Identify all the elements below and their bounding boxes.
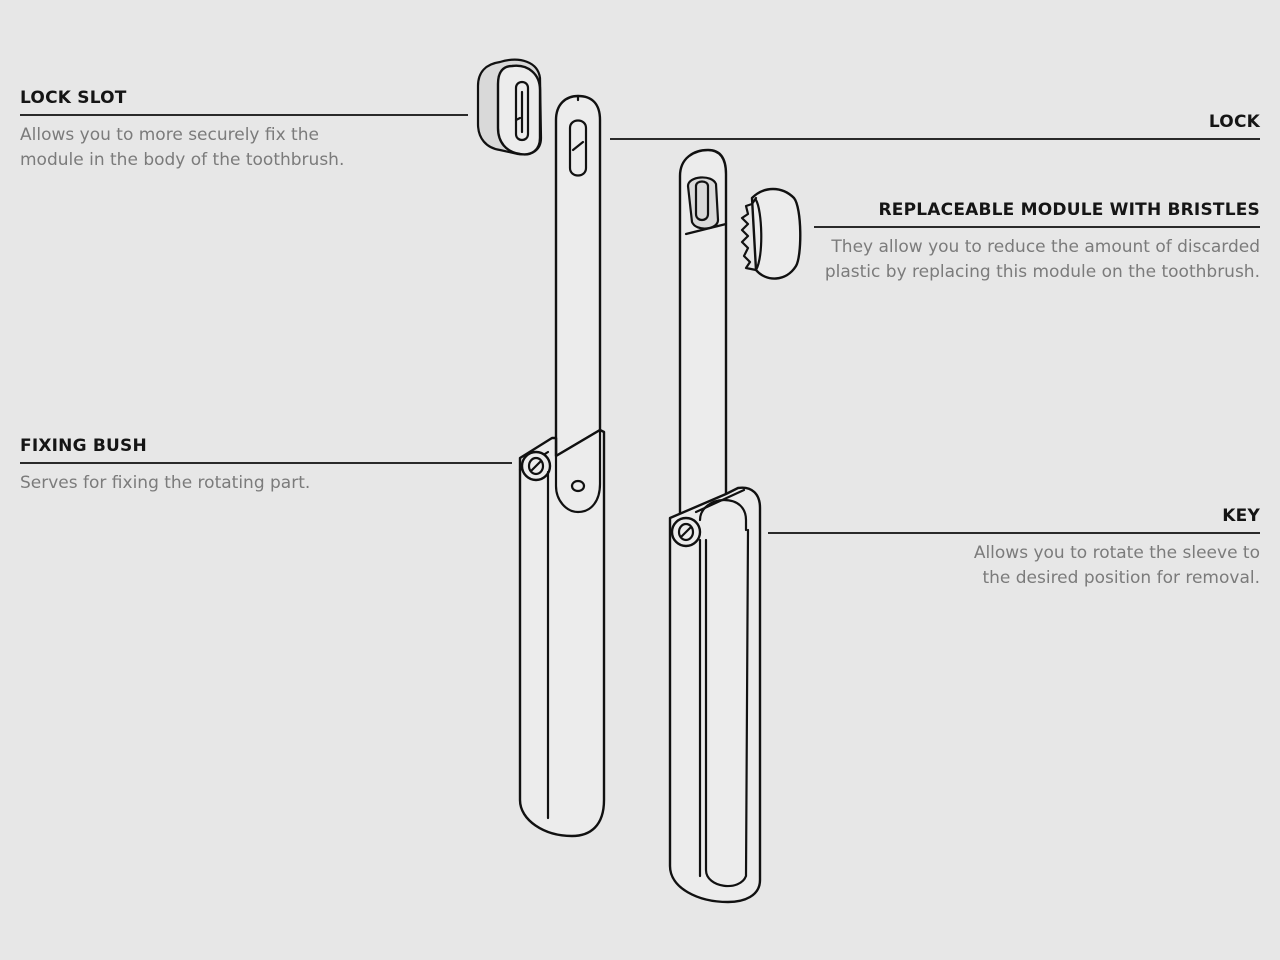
- callout-lock: [610, 112, 1260, 140]
- leader-line: [20, 462, 512, 464]
- leader-line: [768, 532, 1260, 534]
- callout-title: LOCK: [1208, 112, 1260, 132]
- left-sleeve-body: [520, 430, 604, 836]
- callout-key: [768, 506, 1260, 591]
- replaceable-bristle-module: [742, 189, 800, 279]
- lock-handle-front: [680, 150, 726, 520]
- description-line: module in the body of the toothbrush.: [20, 150, 345, 170]
- leader-line: [610, 138, 1260, 140]
- callout-description: [814, 235, 1260, 285]
- description-line: Allows you to rotate the sleeve to: [973, 543, 1260, 563]
- callout-title: LOCK SLOT: [20, 88, 127, 108]
- callout-title: REPLACEABLE MODULE WITH BRISTLES: [878, 200, 1260, 220]
- description-line: Allows you to more securely fix the: [20, 125, 319, 145]
- description-line: the desired position for removal.: [982, 568, 1260, 588]
- callout-replaceable-module: [814, 200, 1260, 285]
- callout-description: [768, 541, 1260, 591]
- leader-line: [20, 114, 468, 116]
- lock-handle-rear: [556, 96, 600, 456]
- callout-description: [20, 123, 468, 173]
- callout-description: [20, 471, 512, 496]
- description-line: plastic by replacing this module on the toothbrush.: [824, 262, 1260, 282]
- description-line: Serves for fixing the rotating part.: [20, 473, 311, 493]
- callout-lock-slot: [20, 88, 468, 173]
- callout-title: KEY: [1222, 506, 1260, 526]
- description-line: They allow you to reduce the amount of discarded: [831, 237, 1260, 257]
- lock-slot-part: [478, 60, 541, 155]
- callout-title: FIXING BUSH: [20, 436, 147, 456]
- callout-fixing-bush: [20, 436, 512, 496]
- leader-line: [814, 226, 1260, 228]
- right-sleeve-body: [670, 488, 760, 902]
